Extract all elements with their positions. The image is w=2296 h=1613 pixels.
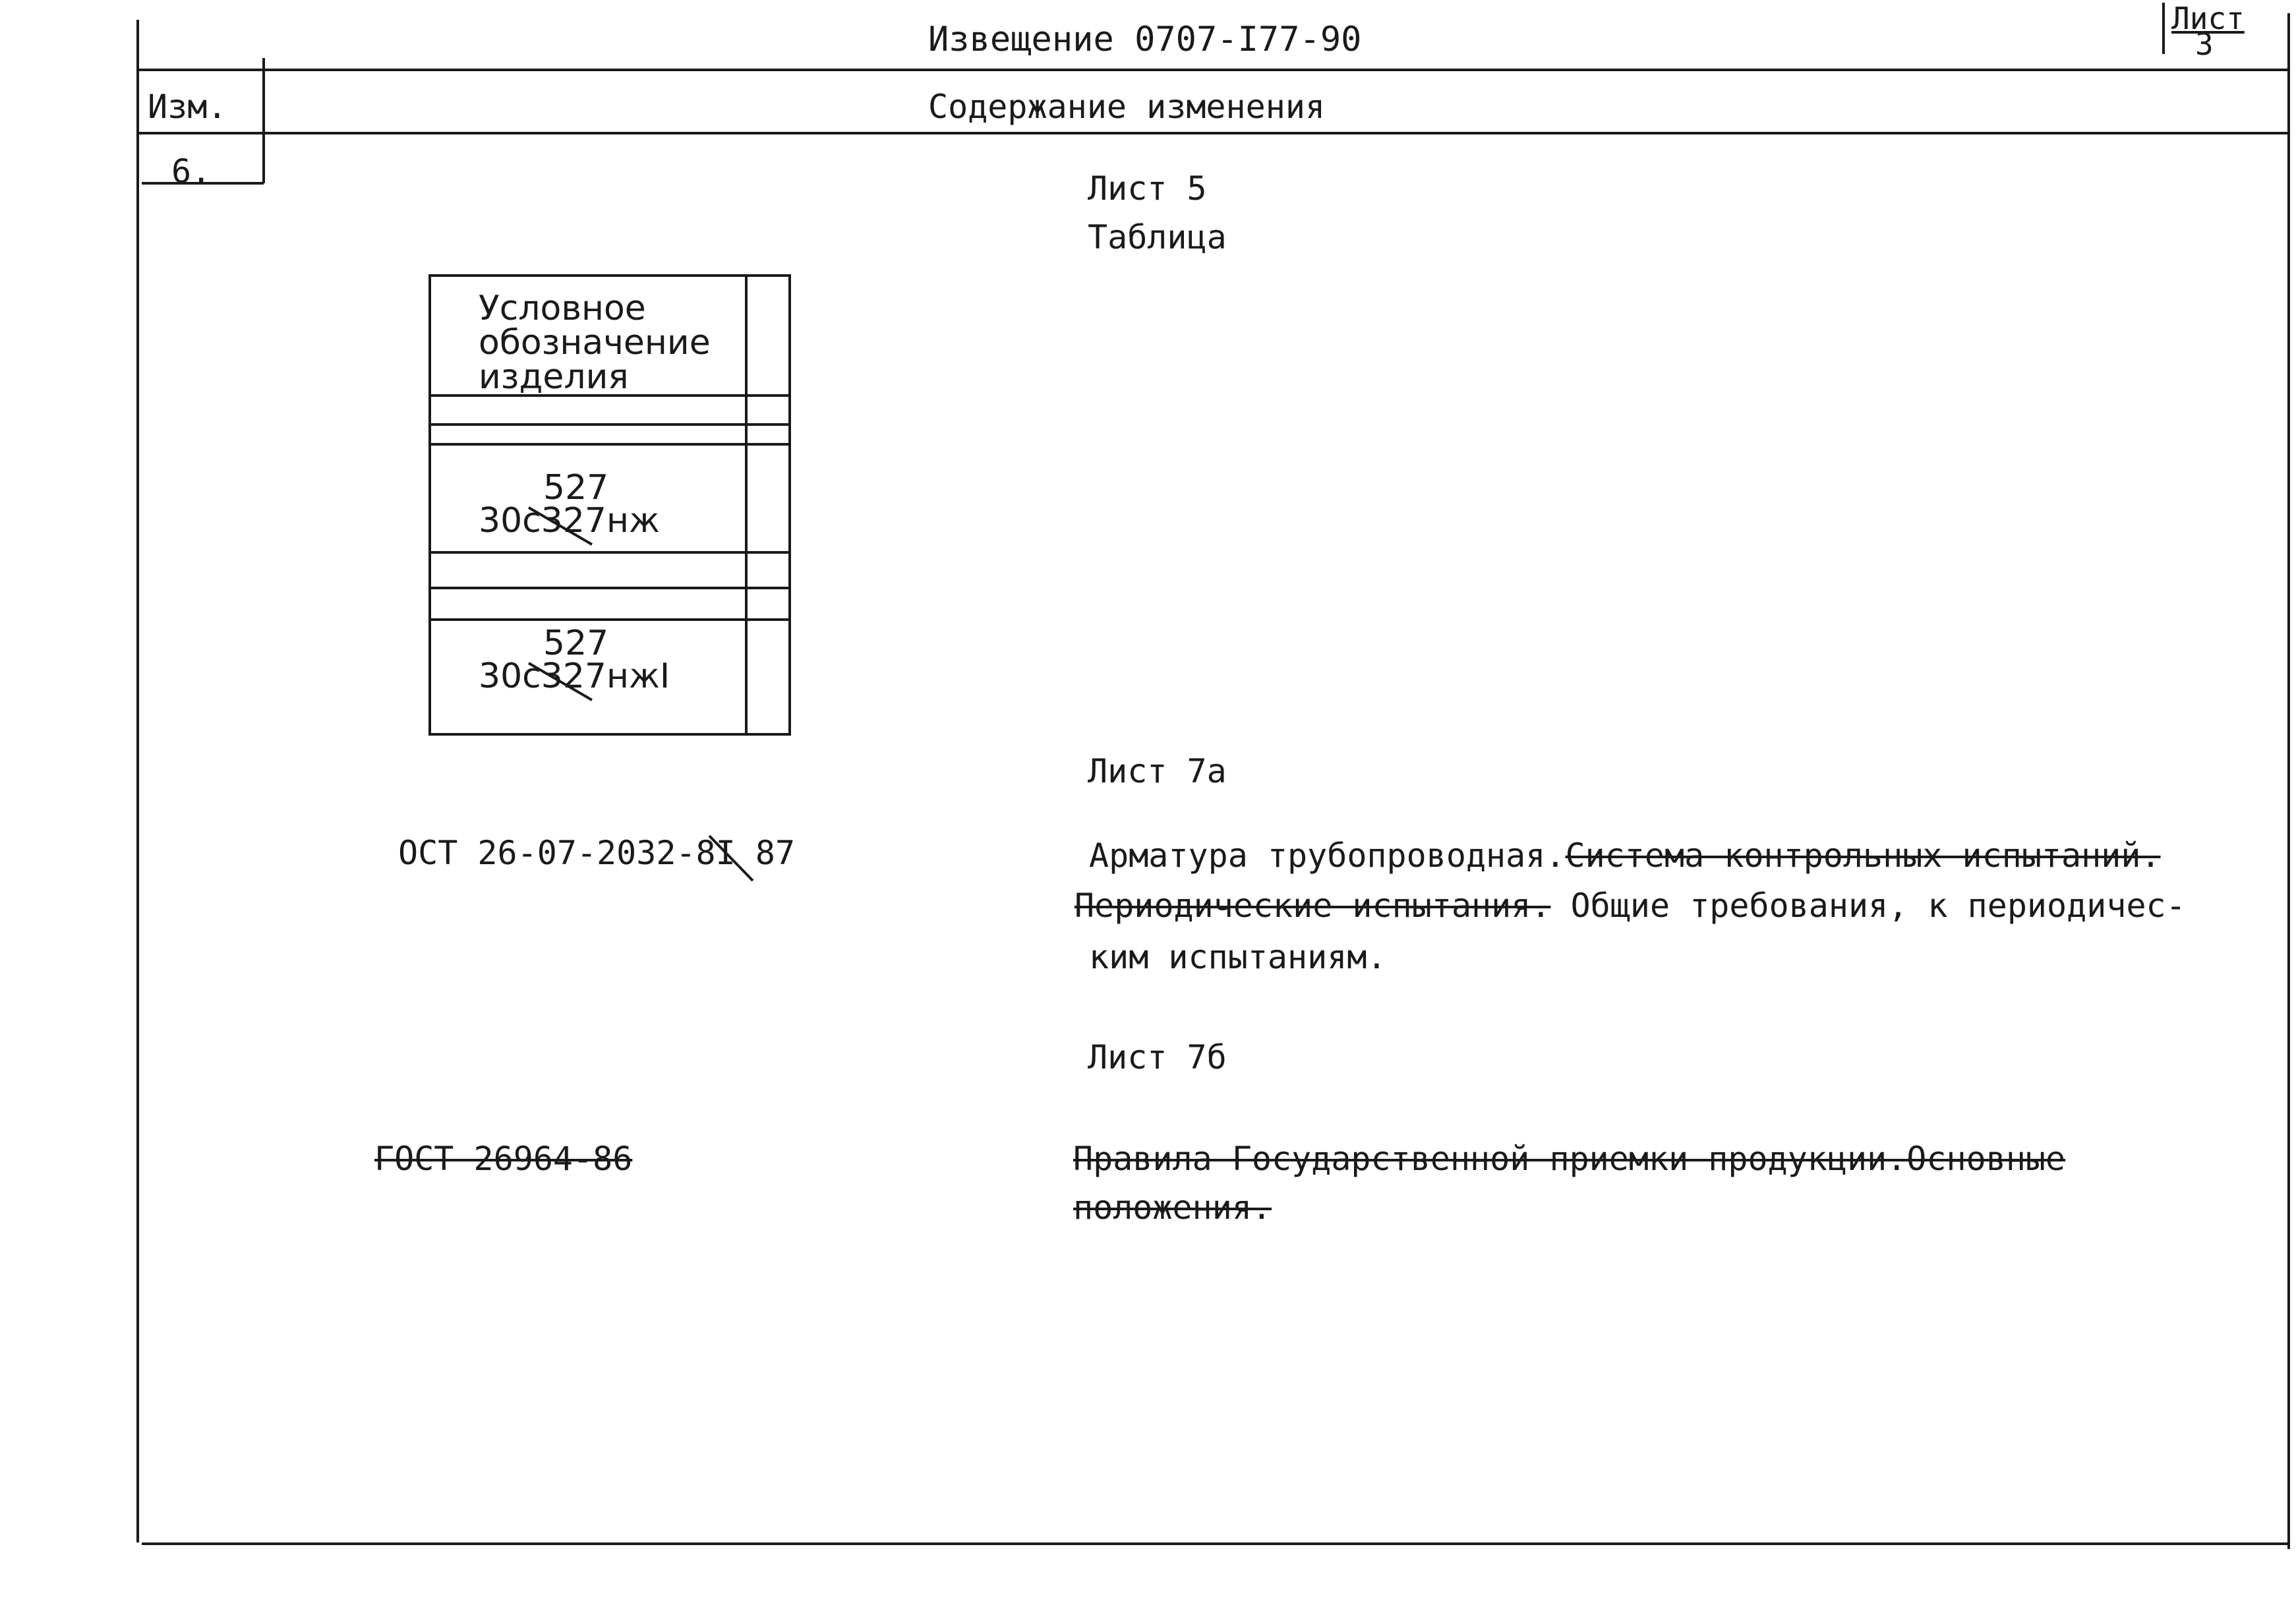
sheet-number: 3 [2195,26,2214,62]
sheet7b-text-1-struck: Правила Государственной приемки продукции.Основные [1073,1140,2066,1178]
sheet7b-text-2-struck: положения. [1073,1188,1272,1227]
sheet7a-text-line-3: ким испытаниям. [1089,938,1387,976]
content-column-header: Содержание изменения [928,88,1326,126]
ost-prefix: ОСТ 26-07-2032- [398,834,696,872]
change-column-header: Изм. [148,88,227,126]
gost-reference-struck: ГОСТ 26964-86 [374,1140,633,1178]
sheet7a-text-line-1 [1089,835,2161,877]
notice-title: Извещение 0707-I77-90 [928,20,1362,59]
table-header-rule [431,394,788,397]
frame-left-border [136,20,139,1542]
table-header-line-1: Условное [479,289,646,328]
sheet7a-text-1: Арматура трубопроводная. [1089,836,1566,875]
table-header-line-2: обозначение [479,323,711,363]
table-row2-strike-mark [523,654,603,707]
ost-struck-year: 8I [695,834,736,872]
table-break-rule-1 [431,423,788,426]
table-header-line-3: изделия [479,357,629,397]
sheet7a-text-2: Общие требования, к периодичес- [1570,887,2186,925]
ost-new-year: 87 [755,834,796,872]
table-row1-strike-mark [523,498,603,551]
table-row1-designation: 30с327нж [479,501,660,541]
table-break-rule-4 [431,587,788,589]
frame-bottom-border [142,1542,2289,1545]
sheet7a-text-2-struck: Периодические испытания. [1074,887,1551,925]
sheet7a-label: Лист 7а [1088,752,1227,790]
change-number: 6. [171,152,212,191]
sheet7b-label: Лист 7б [1088,1038,1227,1076]
sheet-box [2162,1,2245,62]
product-designation-table [428,274,791,736]
table-row1-replacement: 527 [543,468,609,508]
frame-right-border [2287,13,2290,1549]
change-column-divider [262,58,265,183]
sheet7a-text-line-2 [1074,885,2186,927]
sheet5-table-label: Таблица [1088,218,1227,256]
table-break-rule-3 [431,551,788,554]
sheet5-label: Лист 5 [1088,169,1207,208]
table-row2-replacement: 527 [543,624,609,663]
table-break-rule-2 [431,443,788,446]
table-break-rule-5 [431,618,788,621]
sheet7a-text-1-struck: Система контрольных испытаний. [1565,836,2161,875]
sheet-label: Лист [2171,1,2245,36]
table-right-inner-border [745,277,748,733]
table-row2-designation: 30с327нжI [479,657,670,696]
header-top-rule [136,69,2289,71]
ost-strike-mark [705,832,758,885]
header-bottom-rule [136,132,2289,134]
